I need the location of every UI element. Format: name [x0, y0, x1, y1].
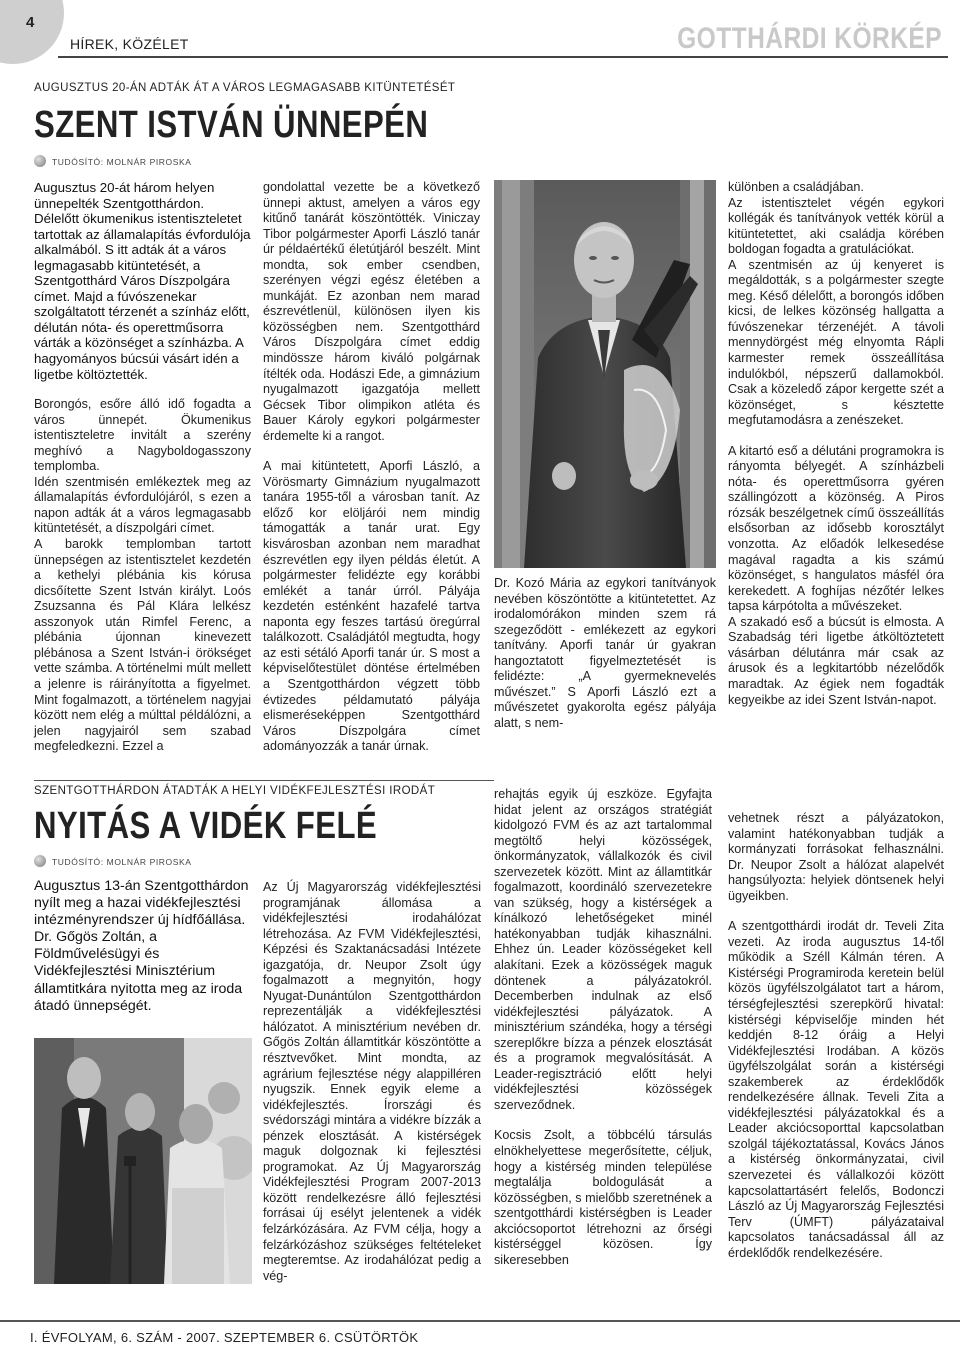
article1-column-1: [34, 180, 251, 755]
article1-paragraph: A kitartó eső a délutáni programokra is rányomta bélyegét. A színházbeli nóta- és operettműsorra gyéren szállingózott a közönség. A Piros rózsák beszélgetnek című összeállítás elsősorban az idősebb korosztályt vonzotta. Az előadók lelkesedése magával ragadta a kis számú közönséget, s hangulatos másfél óra kerekedett. A foghíjas nézőtér lelkes tapsa kárpótolta a művészeket.: [728, 443, 944, 614]
issue-footer: I. ÉVFOLYAM, 6. SZÁM - 2007. SZEPTEMBER 6. CSÜTÖRTÖK: [30, 1330, 419, 1345]
section-label: HÍREK, KÖZÉLET: [70, 36, 189, 52]
article1-paragraph: gondolattal vezette be a következő ünnepi aktust, amelyen a város egy kitűnő tanárát köszöntötték. Viniczay Tibor polgármester Aporfi László tanár úr példaértékű életútjáról beszélt. Mint mondta, sok ember csendben, szerényen végzi egész életében a munkáját. Ez azonban nem marad észrevétlenül, különösen ilyen kis közösségben nem. Szentgotthárd Város Díszpolgára címet eddig mindössze három kiváló polgárnak ítélték oda. Hodászi Ede, a gimnázium nyugalmazott igazgatója mellett Gécsek Tibor olimpikon atléta és Bauer Károly egykori polgármester érdemelte ki a rangot.: [263, 180, 480, 443]
honoree-photo-illustration: [494, 180, 716, 568]
ceremony-photo-illustration: [34, 1038, 252, 1284]
article1-lead: Augusztus 20-át három helyen ünnepelték Szentgotthárdon. Délelőtt ökumenikus istentiszteletet tartottak az államalapítás évfordulója alkalmából. S itt adták át a város legmagasabb kitüntetését, a Szentgotthárd Város Díszpolgára címet. Majd a fúvószenekar szolgáltatott térzenét a színház előtt, délután nóta- és operettműsorra várták a közönséget a színházba. A hagyományos búcsúi vásárt idén a ligetbe költöztették.: [34, 180, 251, 382]
article2-column-4: [728, 811, 944, 1261]
article2-kicker: SZENTGOTTHÁRDON ÁTADTÁK A HELYI VIDÉKFEJLESZTÉSI IRODÁT: [34, 785, 436, 797]
article1-paragraph: különben a családjában.: [728, 180, 864, 194]
article2-lead: Augusztus 13-án Szentgotthárdon nyílt meg a hazai vidékfejlesztési intézményrendszer új hídfőállása. Dr. Gőgös Zoltán, a Földművelésügyi és Vidékfejlesztési Minisztérium államtitkára nyitotta meg az iroda átadó ünnepségét.: [34, 878, 249, 1014]
article2-paragraph: Kocsis Zsolt, a többcélú társulás elnökhelyettese megerősítette, céljuk, hogy a kistérség minden települése megtalálja boldogulását a közösségben, s mielőbb szeretnének a szentgotthárdi kistérségben is Leader akciócsoportot létrehozni az őrségi kistérséggel közösen. Így sikeresebben: [494, 1128, 712, 1267]
article2-paragraph: rehajtás egyik új eszköze. Egyfajta hidat jelent az országos stratégiát kidolgozó FVM és az azt tartalommal megtöltő helyi közösségek, önkormányzatok, vállalkozók és civil szervezetek között. Mint az államtitkár fogalmazott, koordináló szervezetekre van szükség, hogy a kistérségek a kínálkozó lehetőségeket minél hatékonyabban tudják kihasználni. Ehhez ún. Leader közösségeket kell alakítani. Ezek a közösségek maguk döntenek a pályázatokról. Decemberben indulnak az első vidékfejlesztési pályázatok. A minisztérium szándéka, hogy a térségi szereplőkre bízza a pénzek elosztását és a programok megvalósítását. A Leader-regisztráció előtt helyi vidékfejlesztési közösségek szerveződnek.: [494, 787, 712, 1112]
article1-paragraph: Az istentisztelet végén egykori kollégák és tanítványok vették körül a kitüntetettet, aki családja körében boldogan fogadta a gratulációkat.: [728, 195, 944, 257]
masthead-logo: GOTTHÁRDI KÖRKÉP: [677, 22, 942, 55]
article2-paragraph: A szentgotthárdi irodát dr. Teveli Zita vezeti. Az iroda augusztus 14-től működik a Széll Kálmán téren. A Kistérségi Programiroda keretein belül közös ügyfélszolgálatot tart a három, térségfejlesztési szerepkörű hivatal: kistérségi képviselője minden hét keddjén 8-12 óráig a Helyi Vidékfejlesztési Irodában. A közös ügyfélszolgálat során a kistérségi szakemberek az érdeklődők rendelkezésére állnak. Teveli Zita a vidékfejlesztési pályázatokkal és a Leader akciócsoporttal kapcsolatban szolgál tájékoztatással, Kovács János a kistérség önkormányzatai, civil szervezetei és vállalkozói között kapcsolattartásért felelős, Bodonczi László az Új Magyarország Fejlesztési Terv (ÚMFT) pályázataival kapcsolatos tanácsadással áll az érdeklődők rendelkezésére.: [728, 919, 944, 1260]
article1-paragraph: Borongós, esőre álló idő fogadta a város ünnepét. Ökumenikus istentiszteletre invitált a szerény meghívó a Nagyboldogasszony templomba.: [34, 397, 251, 474]
article1-paragraph: A mai kitüntetett, Aporfi László, a Vörösmarty Gimnázium nyugalmazott tanára 1955-től a városban tanít. Az előző kor elöljárói nem mindig támogatták a tanár urat. Egy kisvárosban azonban nem maradhat észrevétlen egy ilyen példás életút. A polgármester felidézte egy korábbi emlékét a tanár úrról. Pályája kezdetén esténként hazafelé tartva naponta egy feszes tartású öregúrral találkozott. Családjától megtudta, hogy az esti sétáló Aporfi tanár úr. S most a képviselőtestület döntése értelmében a Szentgotthárdon végzett több évtizedes példamutató pályája elismeréseképpen Szentgotthárd Város Díszpolgára címet adományozzák a tanár úrnak.: [263, 459, 480, 754]
article1-paragraph: A szakadó eső a búcsút is elmosta. A Szabadság téri ligetbe átköltöztetett vásárban délutánra már csak az árusok és a legkitartóbb nézelődők maradtak. Az égiek nem fogadták kegyeikbe az idei Szent István-napot.: [728, 614, 944, 707]
header-rule: [58, 56, 948, 58]
byline-bullet-icon: [34, 855, 46, 867]
article1-column-4: [728, 180, 944, 708]
footer-rule: [0, 1320, 960, 1322]
page-number: 4: [26, 14, 35, 31]
article2-paragraph: Az Új Magyarország vidékfejlesztési programjának állomása a vidékfejlesztési irodahálózat létrehozása. Az FVM Vidékfejlesztési, Képzési és Szaktanácsadási Intézete igazgatója, dr. Neupor Zsolt úgy fogalmazott a megnyitón, hogy Nyugat-Dunántúlon Szentgotthárdon reprezentálják a vidékfejlesztési hálózatot. A minisztérium nevében dr. Gőgös Zoltán államtitkár köszöntötte a résztvevőket. Mint mondta, az agrárium fejlesztése négy alappilléren nyugszik. Ennek egyik eleme a vidékfejlesztés. Írországi és svédországi mintára a vidékre bízzák a pénzek elosztását. A kistérségek maguk dolgoznak ki fejlesztési programokat. Az Új Magyarország Vidékfejlesztési Program 2007-2013 között rendelkezésre álló fejlesztési forrásai új esélyt jelentenek a vidék felzárkózására. Az FVM célja, hogy a felzárkózáshoz szükséges feltételeket megteremtse. Az irodahálózat pedig a vég-: [263, 880, 481, 1283]
article1-kicker: AUGUSZTUS 20-ÁN ADTÁK ÁT A VÁROS LEGMAGASABB KITÜNTETÉSÉT: [34, 82, 456, 94]
article2-photo-ceremony: [34, 1038, 252, 1284]
article2-column-2: [263, 880, 481, 1284]
article-divider: [34, 780, 494, 781]
article1-paragraph: Idén szentmisén emlékeztek meg az államalapítás évfordulójáról, s ezen a napon adták át a város legmagasabb kitüntetését, a díszpolgári címet.: [34, 474, 251, 536]
article1-paragraph: Dr. Kozó Mária az egykori tanítványok nevében köszöntötte a kitüntetettet. Az irodalomórákon minden szem rá szegeződött - emlékezett az egykori tanítvány. Aporfi tanár úr gyakran hangoztatott figyelmeztetését is felidézte: „A gyermeknevelés művészet.” S Aporfi László ezt a művészetet gyakorolta egész pályája alatt, s nem-: [494, 576, 716, 730]
byline-bullet-icon: [34, 155, 46, 167]
article1-paragraph: A barokk templomban tartott ünnepségen az istentisztelet kezdetén a kethelyi plébánia kis kórusa dicsőítette Szent István királyt. Loós Zsuzsanna és Pál Klára lelkész asszonyok után Rimfel Ferenc, a plébánia újonnan kinevezett plébánosa a Szent István-i örökséget vette számba. A történelmi múlt mellett a jelenre is ráirányította a figyelmet. Mint fogalmazott, a történelem nagyjai között nem elég a múlttal példálózni, a jelen nagyjairól sem szabad megfeledkezni. Ezzel a: [34, 537, 251, 754]
article1-photo-honoree: [494, 180, 716, 568]
article1-column-2: [263, 180, 480, 755]
article2-byline: TUDÓSÍTÓ: MOLNÁR PIROSKA: [52, 857, 192, 867]
page-corner-decoration: [0, 0, 64, 64]
article1-byline: TUDÓSÍTÓ: MOLNÁR PIROSKA: [52, 157, 192, 167]
article1-paragraph: A szentmisén az új kenyeret is megáldották, s a polgármester szegte meg. Késő délelőtt, a borongós időben kicsi, de lelkes közönség hallgatta a fúvószenekar térzenéjét. A távoli mennydörgést még elnyomta Rápli karmester remek összeállítása indulókból, népszerű dallamokból. Csak a közeledő zápor kergette szét a közönséget, s késztette megfutamodásra a zenészeket.: [728, 257, 944, 428]
article2-headline: NYITÁS A VIDÉK FELÉ: [34, 805, 378, 847]
article1-column-3: [494, 576, 716, 731]
article1-headline: SZENT ISTVÁN ÜNNEPÉN: [34, 104, 429, 146]
article2-paragraph: vehetnek részt a pályázatokon, valamint hatékonyabban tudják a kormányzati forrásokat felhasználni. Dr. Neupor Zsolt a hálózat alapelvét hangsúlyozta: helyiek döntsenek helyi ügyeikben.: [728, 811, 944, 903]
article2-column-3: [494, 787, 712, 1268]
